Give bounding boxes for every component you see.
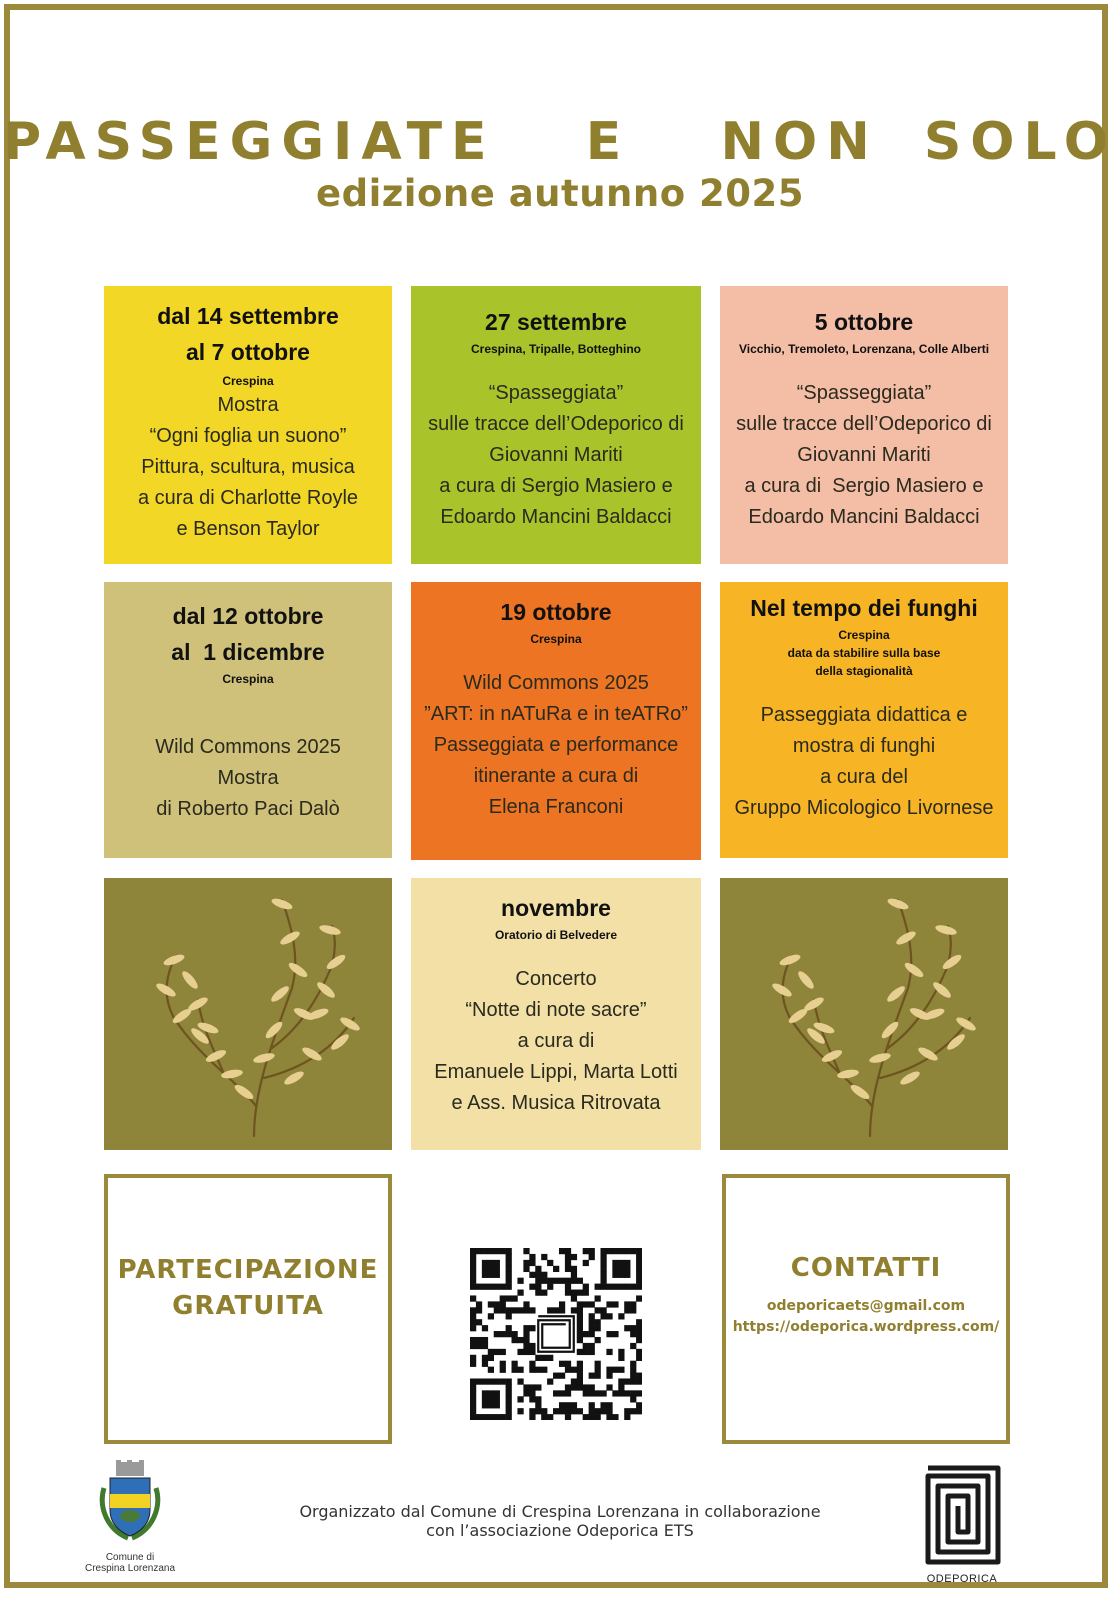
odeporica-logo-icon [922, 1462, 1004, 1568]
event-description-line: ”ART: in nATuRa e in teATRo” [424, 703, 688, 725]
event-place: della stagionalità [815, 664, 913, 678]
qr-code[interactable] [470, 1248, 642, 1420]
event-description-line: sulle tracce dell’Odeporico di [428, 413, 684, 435]
leaf-shape [802, 995, 825, 1013]
odeporica-caption: ODEPORICA [926, 1573, 998, 1585]
event-card-concerto-novembre [411, 878, 701, 1150]
event-card-spasseggiata-27-settembre [411, 286, 701, 564]
leaf-shape [186, 995, 209, 1013]
leaf-shape [220, 1068, 243, 1080]
qr-code-graphic [470, 1248, 642, 1420]
leaf-shape [894, 929, 917, 947]
participation-line: PARTECIPAZIONE [117, 1255, 379, 1285]
event-card-wild-commons-performance [411, 582, 701, 860]
leaf-shape [318, 923, 341, 936]
event-date: 27 settembre [485, 309, 627, 335]
event-date: 19 ottobre [500, 599, 612, 625]
event-card-wild-commons-mostra [104, 582, 392, 858]
leaf-shape [180, 969, 200, 991]
event-description-line: e Benson Taylor [176, 518, 320, 540]
event-description-line: “Spasseggiata” [796, 382, 932, 404]
event-description-line: Giovanni Mariti [489, 444, 623, 466]
event-description-line: Wild Commons 2025 [155, 736, 341, 758]
event-description-line: Giovanni Mariti [797, 444, 931, 466]
footer-line: Organizzato dal Comune di Crespina Lorenzana in collaborazione [299, 1502, 821, 1521]
event-description-line: Pittura, scultura, musica [141, 456, 355, 478]
leaf-shape [315, 980, 337, 1000]
event-description-line: Mostra [217, 394, 279, 416]
event-description-line: Emanuele Lippi, Marta Lotti [434, 1061, 678, 1083]
event-description-line: “Notte di note sacre” [465, 999, 647, 1021]
event-description-line: “Spasseggiata” [488, 382, 624, 404]
event-date: al 7 ottobre [186, 339, 310, 365]
footer-credits [200, 1502, 920, 1540]
leaf-shape [325, 952, 348, 971]
qr-center-logo-icon [538, 1316, 574, 1352]
leaf-panel-right [720, 878, 1008, 1150]
municipality-caption [60, 1552, 200, 1574]
event-description-line: a cura del [820, 766, 908, 788]
event-card-spasseggiata-5-ottobre [720, 286, 1008, 564]
event-date: dal 14 settembre [157, 303, 339, 329]
event-place: Crespina [530, 632, 582, 646]
contact-email-link[interactable]: odeporicaets@gmail.com [766, 1298, 966, 1314]
event-description-line: Edoardo Mancini Baldacci [440, 506, 672, 528]
leaf-shape [796, 969, 816, 991]
leaf-shape [338, 1015, 361, 1033]
event-card-nel-tempo-dei-funghi [720, 582, 1008, 858]
leaf-shape [270, 896, 293, 911]
event-description-line: a cura di Sergio Masiero e [439, 475, 673, 497]
leaf-shape [954, 1015, 977, 1033]
event-description-line: a cura di [517, 1030, 595, 1052]
event-description-line: a cura di Sergio Masiero e [744, 475, 984, 497]
event-description-line: Concerto [515, 968, 597, 990]
contact-website-link[interactable]: https://odeporica.wordpress.com/ [732, 1319, 1000, 1335]
leaf-shape [886, 896, 909, 911]
leaf-shape [252, 1051, 275, 1064]
leaf-shape [868, 1051, 891, 1064]
event-description-line: Passeggiata didattica e [760, 704, 968, 726]
caption-line: Crespina Lorenzana [84, 1563, 176, 1574]
event-place: Crespina, Tripalle, Botteghino [470, 342, 642, 356]
page-title: PASSEGGIATE E NON SOLO [2, 112, 1117, 172]
event-description-line: e Ass. Musica Ritrovata [451, 1092, 661, 1114]
event-date: Nel tempo dei funghi [750, 595, 978, 621]
event-place: data da stabilire sulla base [787, 646, 941, 660]
event-description-line: itinerante a cura di [473, 765, 639, 787]
event-date: 5 ottobre [814, 309, 914, 335]
leaf-shape [820, 1048, 843, 1065]
participation-line: GRATUITA [172, 1291, 324, 1321]
event-place: Crespina [838, 628, 890, 642]
leaf-shape [778, 952, 801, 967]
event-description-line: “Ogni foglia un suono” [149, 425, 347, 447]
caption-line: Comune di [105, 1552, 155, 1563]
footer-line: con l’associazione Odeporica ETS [426, 1521, 694, 1540]
event-description-line: Passeggiata e performance [433, 734, 679, 756]
event-place: Crespina [222, 374, 274, 388]
event-date: dal 12 ottobre [172, 603, 324, 629]
leaf-shape [941, 952, 964, 971]
event-description-line: Gruppo Micologico Livornese [734, 797, 994, 819]
municipality-crest-icon [94, 1458, 166, 1548]
contacts-title: CONTATTI [790, 1253, 942, 1283]
leaf-panel-left [104, 878, 392, 1150]
event-place: Oratorio di Belvedere [494, 928, 618, 942]
leaf-shape [931, 980, 953, 1000]
page-subtitle: edizione autunno 2025 [315, 172, 804, 215]
event-description-line: a cura di Charlotte Royle [137, 487, 359, 509]
event-description-line: Wild Commons 2025 [463, 672, 649, 694]
participation-box [104, 1174, 392, 1444]
event-place: Vicchio, Tremoleto, Lorenzana, Colle Alberti [738, 342, 990, 356]
event-date: novembre [501, 895, 611, 921]
branch-illustration [720, 878, 1008, 1150]
leaf-shape [903, 960, 926, 979]
event-date: al 1 dicembre [171, 639, 325, 665]
leaf-shape [162, 952, 185, 967]
event-place: Crespina [222, 672, 274, 686]
contacts-box [722, 1174, 1010, 1444]
event-card-mostra-ogni-foglia [104, 286, 392, 564]
event-description-line: Elena Franconi [488, 796, 624, 818]
leaf-shape [204, 1048, 227, 1065]
leaf-shape [278, 929, 301, 947]
branch-illustration [104, 878, 392, 1150]
event-description-line: sulle tracce dell’Odeporico di [736, 413, 992, 435]
event-description-line: Edoardo Mancini Baldacci [748, 506, 980, 528]
event-description-line: di Roberto Paci Dalò [156, 798, 340, 820]
leaf-shape [934, 923, 957, 936]
leaf-shape [849, 1082, 872, 1101]
event-description-line: mostra di funghi [792, 735, 936, 757]
leaf-shape [233, 1082, 256, 1101]
leaf-shape [287, 960, 310, 979]
event-description-line: Mostra [217, 767, 279, 789]
leaf-shape [836, 1068, 859, 1080]
